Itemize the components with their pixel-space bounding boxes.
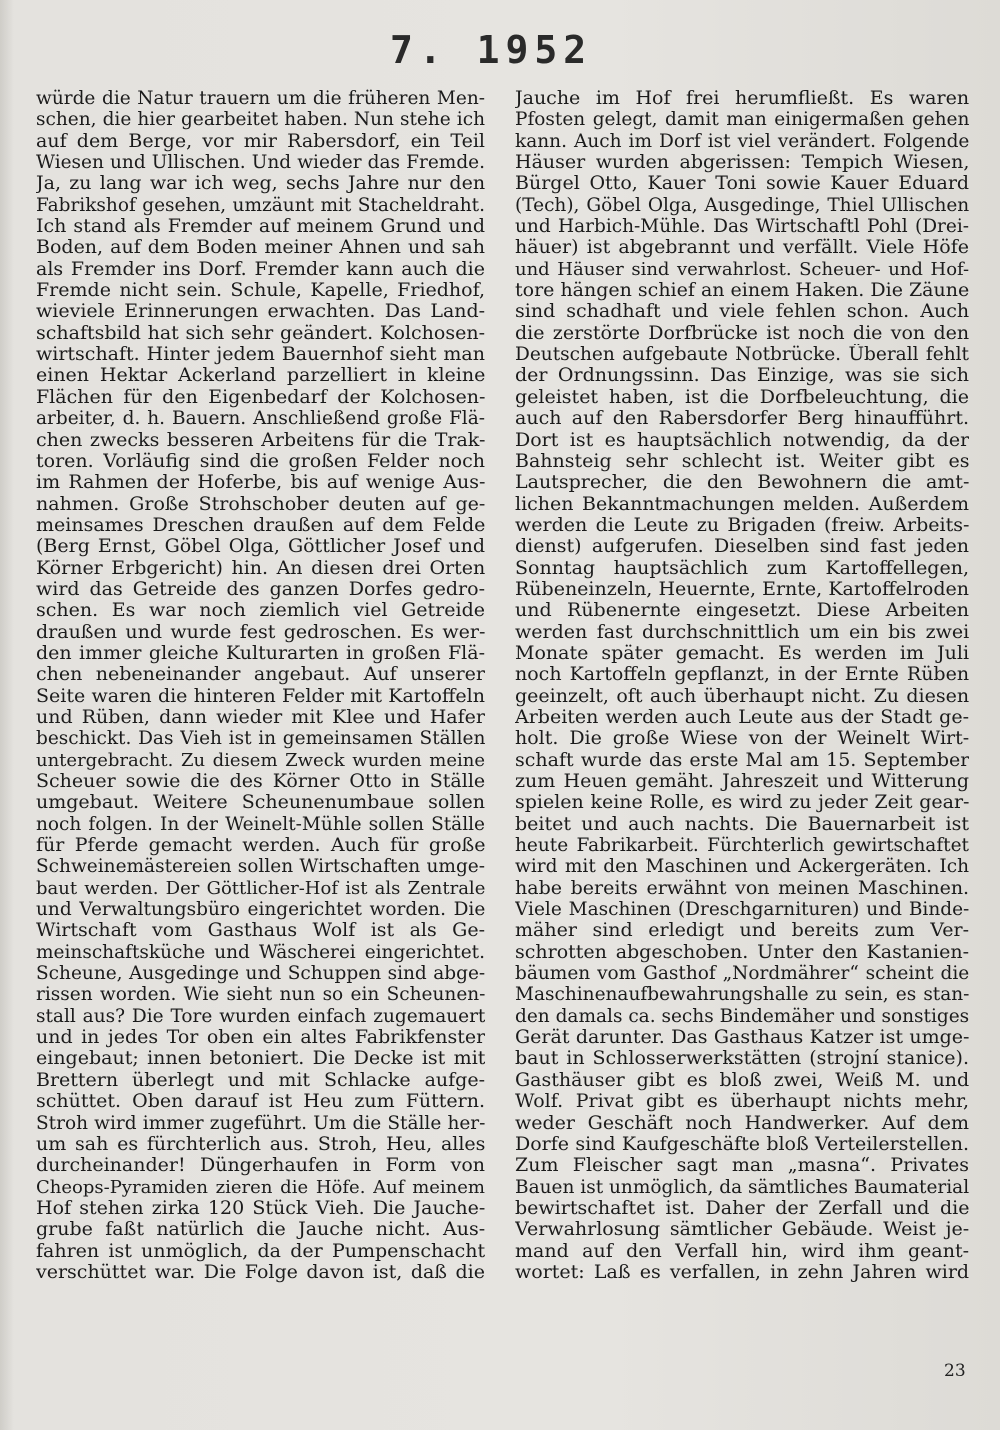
text-line: Maschinenaufbewahrungshalle zu sein, es stan- [515, 984, 969, 1006]
text-line: und Rüben, dann wieder mit Klee und Hafer [36, 706, 485, 728]
text-line: Flächen für den Eigenbedarf der Kolchosen- [36, 386, 485, 408]
text-line: Körner Erbgericht) hin. An diesen drei Orten [36, 557, 485, 579]
text-line: Scheune, Ausgedinge und Schuppen sind abge- [36, 963, 485, 985]
text-line: kann. Auch im Dorf ist viel verändert. Folgende [515, 130, 969, 152]
text-line: den damals ca. sechs Bindemäher und sonstiges [515, 1005, 969, 1027]
text-line: Wolf. Privat gibt es überhaupt nichts mehr, [515, 1091, 969, 1113]
text-line: toren. Vorläufig sind die großen Felder noch [36, 450, 485, 472]
text-line: Verwahrlosung sämtlicher Gebäude. Weist je- [515, 1219, 969, 1241]
text-line: meinschaftsküche und Wäscherei eingerichtet. [36, 941, 485, 963]
text-line: Brettern überlegt und mit Schlacke aufge- [36, 1069, 485, 1091]
text-line: tore hängen schief an einem Haken. Die Zäune [515, 280, 969, 302]
text-line: meinsames Dreschen draußen auf dem Felde [36, 514, 485, 536]
text-line: Ja, zu lang war ich weg, sechs Jahre nur den [36, 173, 485, 195]
text-line: Arbeiten werden auch Leute aus der Stadt ge- [515, 706, 969, 728]
text-line: weder Geschäft noch Handwerker. Auf dem [515, 1112, 969, 1134]
text-line: Viele Maschinen (Dreschgarnituren) und Binde- [515, 899, 969, 921]
text-line: um sah es fürchterlich aus. Stroh, Heu, alles [36, 1133, 485, 1155]
text-line: wirtschaft. Hinter jedem Bauernhof sieht man [36, 344, 485, 366]
text-line: werden fast durchschnittlich um ein bis zwei [515, 621, 969, 643]
text-line: und Harbich-Mühle. Das Wirtschaftl Pohl (Drei- [515, 216, 969, 238]
text-line: holt. Die große Wiese von der Weinelt Wirt- [515, 728, 969, 750]
text-line: Seite waren die hinteren Felder mit Kartoffeln [36, 685, 485, 707]
text-line: wird das Getreide des ganzen Dorfes gedro- [36, 578, 485, 600]
text-line: einen Hektar Ackerland parzelliert in kleine [36, 365, 485, 387]
text-line: Gasthäuser gibt es bloß zwei, Weiß M. und [515, 1069, 969, 1091]
text-line: chen nebeneinander angebaut. Auf unserer [36, 664, 485, 686]
text-line: schrotten abgeschoben. Unter den Kastanien- [515, 941, 969, 963]
text-line: Deutschen aufgebaute Notbrücke. Überall fehlt [515, 344, 969, 366]
text-line: Scheuer sowie die des Körner Otto in Ställe [36, 771, 485, 792]
text-line: (Tech), Göbel Olga, Ausgedinge, Thiel Ullischen [515, 194, 969, 216]
text-line: spielen keine Rolle, es wird zu jeder Zeit gear- [515, 792, 969, 814]
text-line: mand auf den Verfall hin, wird ihm geant- [515, 1240, 969, 1262]
text-line: Bahnsteig sehr schlecht ist. Weiter gibt es [515, 450, 969, 472]
text-line: lichen Bekanntmachungen melden. Außerdem [515, 493, 969, 515]
text-line: bäumen vom Gasthof „Nordmährer“ scheint die [515, 963, 969, 985]
text-line: fahren ist unmöglich, da der Pumpenschacht [36, 1240, 485, 1262]
text-line: den immer gleiche Kulturarten in großen Flä- [36, 642, 485, 664]
text-line: auf dem Berge, vor mir Rabersdorf, ein Teil [36, 130, 485, 152]
text-line: auch auf den Rabersdorfer Berg hinaufführt. [515, 408, 969, 430]
text-line: Monate später gemacht. Es werden im Juli [515, 642, 969, 664]
text-line: Dort ist es hauptsächlich notwendig, da der [515, 429, 969, 451]
text-line: untergebracht. Zu diesem Zweck wurden meine [36, 749, 485, 771]
text-line: stall aus? Die Tore wurden einfach zugemauert [36, 1005, 485, 1027]
text-line: häuer) ist abgebrannt und verfällt. Viele Höfe [515, 237, 969, 259]
text-line: beitet und auch nachts. Die Bauernarbeit ist [515, 813, 969, 835]
text-line: eingebaut; innen betoniert. Die Decke ist mit [36, 1048, 485, 1070]
text-line: umgebaut. Weitere Scheunenumbaue sollen [36, 792, 485, 814]
text-line: heute Fabrikarbeit. Fürchterlich gewirtschaftet [515, 835, 969, 857]
text-line: für Pferde gemacht werden. Auch für große [36, 835, 485, 857]
text-line: Wiesen und Ullischen. Und wieder das Fremde. [36, 152, 485, 174]
text-line: Lautsprecher, die den Bewohnern die amt- [515, 472, 969, 494]
text-line: wird mit den Maschinen und Ackergeräten. Ich [515, 856, 969, 878]
text-line: wieviele Erinnerungen erwachten. Das Land- [36, 301, 485, 323]
text-line: baut in Schlosserwerkstätten (strojní stanice). [515, 1048, 969, 1070]
text-line: baut werden. Der Göttlicher-Hof ist als Zentrale [36, 877, 485, 899]
text-line: als Fremder ins Dorf. Fremder kann auch die [36, 258, 485, 280]
text-line: und Rübenernte eingesetzt. Diese Arbeiten [515, 600, 969, 622]
text-line: Fremde nicht sein. Schule, Kapelle, Friedhof, [36, 280, 485, 302]
text-line: Schweinemästereien sollen Wirtschaften umge- [36, 856, 485, 878]
text-line: die zerstörte Dorfbrücke ist noch die von den [515, 322, 969, 344]
text-line: zum Heuen gemäht. Jahreszeit und Witterung [515, 771, 969, 792]
text-line: verschüttet war. Die Folge davon ist, daß die [36, 1261, 485, 1283]
text-line: und Häuser sind verwahrlost. Scheuer- und Hof- [515, 258, 969, 280]
text-line: schen, die hier gearbeitet haben. Nun stehe ich [36, 109, 485, 131]
text-line: Bürgel Otto, Kauer Toni sowie Kauer Eduard [515, 173, 969, 195]
text-line: durcheinander! Düngerhaufen in Form von [36, 1155, 485, 1177]
text-line: noch folgen. In der Weinelt-Mühle sollen Ställe [36, 813, 485, 835]
text-line: wortet: Laß es verfallen, in zehn Jahren wird [515, 1261, 969, 1283]
page-number: 23 [944, 1361, 966, 1381]
text-line: habe bereits erwähnt von meinen Maschinen. [515, 877, 969, 899]
text-line: schaftsbild hat sich sehr geändert. Kolchosen- [36, 322, 485, 344]
text-line: draußen und wurde fest gedroschen. Es wer- [36, 621, 485, 643]
text-line: und Verwaltungsbüro eingerichtet worden. Die [36, 899, 485, 921]
text-line: bewirtschaftet ist. Daher der Zerfall und die [515, 1197, 969, 1219]
text-line: schüttet. Oben darauf ist Heu zum Füttern. [36, 1091, 485, 1113]
text-line: Jauche im Hof frei herumfließt. Es waren [515, 88, 969, 109]
text-line: Pfosten gelegt, damit man einigermaßen gehen [515, 109, 969, 131]
text-line: im Rahmen der Hoferbe, bis auf wenige Aus- [36, 472, 485, 494]
text-line: schen. Es war noch ziemlich viel Getreide [36, 600, 485, 622]
text-line: schaft wurde das erste Mal am 15. September [515, 749, 969, 771]
text-line: chen zwecks besseren Arbeitens für die Trak- [36, 429, 485, 451]
text-line: Fabrikshof gesehen, umzäunt mit Stacheldraht. [36, 194, 485, 216]
text-line: noch Kartoffeln gepflanzt, in der Ernte Rüben [515, 664, 969, 686]
text-line: mäher sind erledigt und bereits zum Ver- [515, 920, 969, 942]
text-line: Rübeneinzeln, Heuernte, Ernte, Kartoffelroden [515, 578, 969, 600]
text-line: Dorfe sind Kaufgeschäfte bloß Verteilerstellen. [515, 1133, 969, 1155]
text-line: Boden, auf dem Boden meiner Ahnen und sah [36, 237, 485, 259]
text-line: geeinzelt, oft auch überhaupt nicht. Zu diesen [515, 685, 969, 707]
text-line: würde die Natur trauern um die früheren Men- [36, 88, 485, 109]
text-line: sind schadhaft und viele fehlen schon. Auch [515, 301, 969, 323]
text-line: Sonntag hauptsächlich zum Kartoffellegen, [515, 557, 969, 579]
date-stamp: 7. 1952 [390, 28, 593, 72]
text-line: beschickt. Das Vieh ist in gemeinsamen Ställen [36, 728, 485, 750]
text-line: Wirtschaft vom Gasthaus Wolf ist als Ge- [36, 920, 485, 942]
text-line: Ich stand als Fremder auf meinem Grund und [36, 216, 485, 238]
text-line: Häuser wurden abgerissen: Tempich Wiesen, [515, 152, 969, 174]
text-line: Gerät darunter. Das Gasthaus Katzer ist umge- [515, 1027, 969, 1049]
text-line: arbeiter, d. h. Bauern. Anschließend große Flä- [36, 408, 485, 430]
right-text-column [515, 88, 969, 1283]
text-line: werden die Leute zu Brigaden (freiw. Arbeits- [515, 514, 969, 536]
text-line: (Berg Ernst, Göbel Olga, Göttlicher Josef und [36, 536, 485, 558]
text-line: geleistet haben, ist die Dorfbeleuchtung, die [515, 386, 969, 408]
left-text-column [36, 88, 485, 1283]
text-line: grube faßt natürlich die Jauche nicht. Aus- [36, 1219, 485, 1241]
text-line: Cheops-Pyramiden zieren die Höfe. Auf meinem [36, 1176, 485, 1198]
text-line: Bauen ist unmöglich, da sämtliches Baumaterial [515, 1176, 969, 1198]
text-line: Zum Fleischer sagt man „masna“. Privates [515, 1155, 969, 1177]
text-line: Stroh wird immer zugeführt. Um die Ställe her- [36, 1112, 485, 1134]
text-line: Hof stehen zirka 120 Stück Vieh. Die Jauche- [36, 1197, 485, 1219]
text-line: rissen worden. Wie sieht nun so ein Scheunen- [36, 984, 485, 1006]
text-line: dienst) aufgerufen. Dieselben sind fast jeden [515, 536, 969, 558]
text-line: der Ordnungssinn. Das Einzige, was sie sich [515, 365, 969, 387]
text-line: und in jedes Tor oben ein altes Fabrikfenster [36, 1027, 485, 1049]
text-line: nahmen. Große Strohschober deuten auf ge- [36, 493, 485, 515]
